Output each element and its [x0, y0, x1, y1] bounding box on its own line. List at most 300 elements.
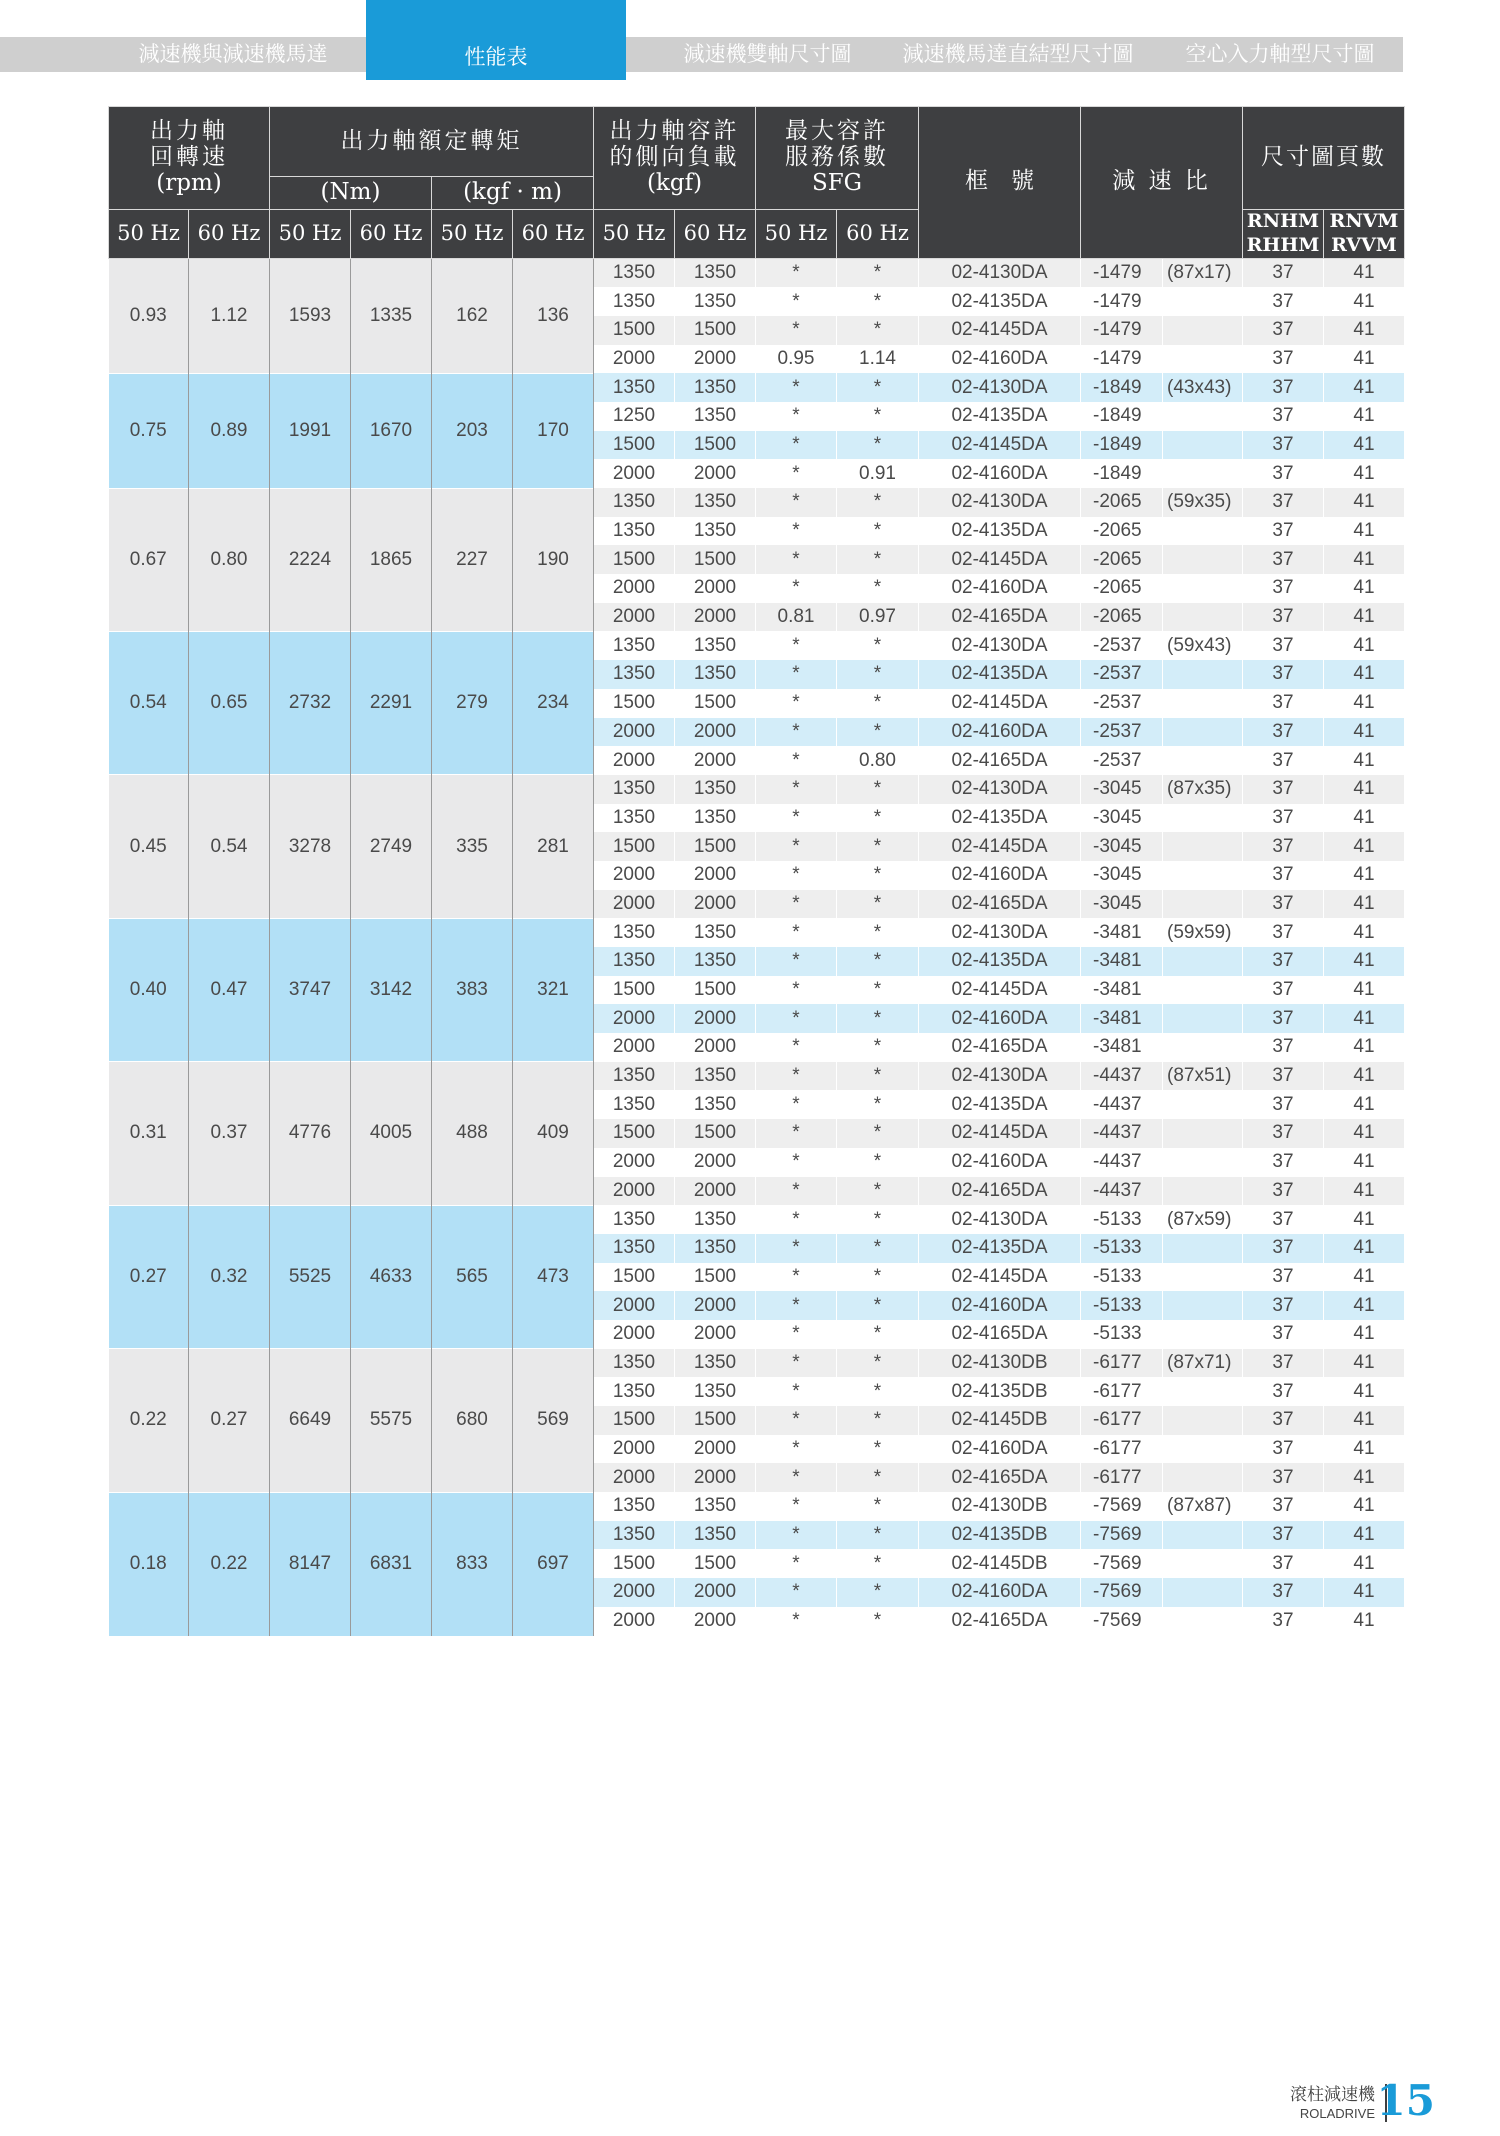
page-vertical: 41	[1324, 890, 1405, 919]
service-factor-60hz: 0.80	[837, 746, 919, 775]
side-load-60hz: 1500	[675, 316, 756, 345]
reduction-ratio: -6177	[1081, 1435, 1163, 1464]
header-side-load-line1: 出力軸容許	[609, 118, 740, 145]
torque-nm-60hz: 2291	[351, 631, 432, 774]
ratio-factor	[1163, 1119, 1243, 1148]
frame-number: 02-4130DB	[919, 1349, 1081, 1378]
page-vertical: 41	[1324, 287, 1405, 316]
service-factor-60hz: *	[837, 976, 919, 1005]
service-factor-50hz: *	[756, 660, 837, 689]
page-horizontal: 37	[1243, 861, 1324, 890]
reduction-ratio: -7569	[1081, 1549, 1163, 1578]
ratio-factor	[1163, 1234, 1243, 1263]
frame-number: 02-4160DA	[919, 1578, 1081, 1607]
side-load-50hz: 2000	[594, 861, 675, 890]
page-horizontal: 37	[1243, 258, 1324, 287]
service-factor-50hz: *	[756, 1406, 837, 1435]
side-load-50hz: 1350	[594, 488, 675, 517]
page-horizontal: 37	[1243, 1349, 1324, 1378]
page-footer	[1263, 2076, 1443, 2136]
table-row	[109, 631, 1405, 660]
speed-50hz: 0.27	[109, 1205, 189, 1348]
frame-number: 02-4145DB	[919, 1406, 1081, 1435]
footer-brand: 滾柱減速機	[1290, 2085, 1375, 2104]
page-horizontal: 37	[1243, 545, 1324, 574]
torque-kgf-60hz: 170	[513, 373, 594, 488]
service-factor-60hz: *	[837, 1578, 919, 1607]
side-load-50hz: 1350	[594, 660, 675, 689]
side-load-50hz: 1500	[594, 976, 675, 1005]
table-row	[109, 373, 1405, 402]
side-load-60hz: 1500	[675, 1406, 756, 1435]
reduction-ratio: -6177	[1081, 1349, 1163, 1378]
frame-number: 02-4145DA	[919, 832, 1081, 861]
side-load-50hz: 2000	[594, 1148, 675, 1177]
torque-nm-50hz: 8147	[270, 1492, 351, 1635]
page-vertical: 41	[1324, 689, 1405, 718]
torque-kgf-60hz: 321	[513, 918, 594, 1061]
side-load-50hz: 1350	[594, 1090, 675, 1119]
reduction-ratio: -5133	[1081, 1263, 1163, 1292]
side-load-60hz: 2000	[675, 746, 756, 775]
side-load-60hz: 1350	[675, 1062, 756, 1091]
side-load-60hz: 1350	[675, 1492, 756, 1521]
side-load-50hz: 1350	[594, 1234, 675, 1263]
service-factor-60hz: *	[837, 1177, 919, 1206]
side-load-60hz: 2000	[675, 1320, 756, 1349]
page-horizontal: 37	[1243, 1463, 1324, 1492]
side-load-60hz: 2000	[675, 1607, 756, 1636]
page-vertical: 41	[1324, 1062, 1405, 1091]
reduction-ratio: -4437	[1081, 1119, 1163, 1148]
service-factor-50hz: *	[756, 373, 837, 402]
page-vertical: 41	[1324, 488, 1405, 517]
torque-nm-60hz: 5575	[351, 1349, 432, 1492]
ratio-factor	[1163, 832, 1243, 861]
speed-50hz: 0.45	[109, 775, 189, 918]
header-service-factor-line1: 最大容許	[785, 118, 889, 145]
page-vertical: 41	[1324, 1607, 1405, 1636]
page-vertical: 41	[1324, 1004, 1405, 1033]
ratio-factor	[1163, 660, 1243, 689]
reduction-ratio: -2537	[1081, 746, 1163, 775]
service-factor-50hz: *	[756, 976, 837, 1005]
page-vertical: 41	[1324, 574, 1405, 603]
service-factor-50hz: *	[756, 1492, 837, 1521]
tab-double-shaft-dimensions[interactable]: 減速機雙軸尺寸圖	[683, 42, 852, 66]
side-load-50hz: 1500	[594, 832, 675, 861]
frame-number: 02-4165DA	[919, 890, 1081, 919]
service-factor-50hz: *	[756, 718, 837, 747]
service-factor-60hz: *	[837, 1263, 919, 1292]
side-load-50hz: 2000	[594, 345, 675, 374]
side-load-60hz: 1350	[675, 1349, 756, 1378]
page-vertical: 41	[1324, 431, 1405, 460]
page-vertical: 41	[1324, 918, 1405, 947]
ratio-factor	[1163, 861, 1243, 890]
ratio-factor	[1163, 287, 1243, 316]
side-load-50hz: 1500	[594, 689, 675, 718]
torque-kgf-60hz: 190	[513, 488, 594, 631]
ratio-factor	[1163, 1177, 1243, 1206]
side-load-60hz: 1350	[675, 804, 756, 833]
ratio-factor	[1163, 1578, 1243, 1607]
service-factor-50hz: *	[756, 890, 837, 919]
page-horizontal: 37	[1243, 660, 1324, 689]
side-load-50hz: 2000	[594, 1320, 675, 1349]
service-factor-50hz: *	[756, 488, 837, 517]
torque-nm-50hz: 1991	[270, 373, 351, 488]
service-factor-50hz: *	[756, 287, 837, 316]
page-vertical: 41	[1324, 1377, 1405, 1406]
side-load-50hz: 1250	[594, 402, 675, 431]
ratio-factor	[1163, 976, 1243, 1005]
reduction-ratio: -3481	[1081, 976, 1163, 1005]
frame-number: 02-4145DA	[919, 689, 1081, 718]
frame-number: 02-4160DA	[919, 1004, 1081, 1033]
service-factor-60hz: *	[837, 1463, 919, 1492]
page-horizontal: 37	[1243, 976, 1324, 1005]
table-row	[109, 1205, 1405, 1234]
tab-hollow-shaft-dimensions[interactable]: 空心入力軸型尺寸圖	[1185, 42, 1375, 66]
speed-50hz: 0.93	[109, 258, 189, 373]
side-load-50hz: 1350	[594, 258, 675, 287]
side-load-60hz: 1350	[675, 1377, 756, 1406]
ratio-factor	[1163, 1377, 1243, 1406]
reduction-ratio: -3045	[1081, 804, 1163, 833]
side-load-50hz: 2000	[594, 574, 675, 603]
ratio-factor	[1163, 746, 1243, 775]
torque-nm-60hz: 1670	[351, 373, 432, 488]
torque-kgf-50hz: 227	[432, 488, 513, 631]
speed-50hz: 0.18	[109, 1492, 189, 1635]
ratio-factor: (43x43)	[1163, 373, 1243, 402]
service-factor-60hz: *	[837, 1320, 919, 1349]
header-hz: 50 Hz	[594, 210, 675, 259]
side-load-60hz: 2000	[675, 1578, 756, 1607]
ratio-factor: (87x17)	[1163, 258, 1243, 287]
ratio-factor	[1163, 1004, 1243, 1033]
service-factor-50hz: *	[756, 1177, 837, 1206]
page-vertical: 41	[1324, 804, 1405, 833]
ratio-factor	[1163, 517, 1243, 546]
service-factor-60hz: *	[837, 1205, 919, 1234]
service-factor-50hz: 0.81	[756, 603, 837, 632]
service-factor-50hz: *	[756, 918, 837, 947]
page-horizontal: 37	[1243, 459, 1324, 488]
torque-kgf-60hz: 473	[513, 1205, 594, 1348]
page-horizontal: 37	[1243, 1549, 1324, 1578]
page-horizontal: 37	[1243, 1435, 1324, 1464]
page-vertical: 41	[1324, 345, 1405, 374]
torque-kgf-50hz: 279	[432, 631, 513, 774]
frame-number: 02-4130DA	[919, 1062, 1081, 1091]
page-horizontal: 37	[1243, 832, 1324, 861]
page-horizontal: 37	[1243, 517, 1324, 546]
page-vertical: 41	[1324, 1435, 1405, 1464]
frame-number: 02-4135DB	[919, 1521, 1081, 1550]
page-vertical: 41	[1324, 1177, 1405, 1206]
side-load-50hz: 1500	[594, 1549, 675, 1578]
page-vertical: 41	[1324, 746, 1405, 775]
service-factor-50hz: *	[756, 316, 837, 345]
page-horizontal: 37	[1243, 1291, 1324, 1320]
reduction-ratio: -6177	[1081, 1463, 1163, 1492]
torque-kgf-60hz: 136	[513, 258, 594, 373]
service-factor-60hz: *	[837, 373, 919, 402]
side-load-60hz: 2000	[675, 1177, 756, 1206]
side-load-60hz: 2000	[675, 1033, 756, 1062]
torque-nm-60hz: 2749	[351, 775, 432, 918]
service-factor-50hz: *	[756, 1521, 837, 1550]
ratio-factor	[1163, 1263, 1243, 1292]
service-factor-60hz: *	[837, 402, 919, 431]
side-load-50hz: 1350	[594, 1062, 675, 1091]
page-horizontal: 37	[1243, 746, 1324, 775]
ratio-factor	[1163, 689, 1243, 718]
reduction-ratio: -4437	[1081, 1177, 1163, 1206]
speed-60hz: 0.65	[189, 631, 270, 774]
side-load-60hz: 2000	[675, 890, 756, 919]
page-vertical: 41	[1324, 373, 1405, 402]
side-load-60hz: 1350	[675, 287, 756, 316]
side-load-50hz: 2000	[594, 1291, 675, 1320]
torque-nm-60hz: 6831	[351, 1492, 432, 1635]
reduction-ratio: -1849	[1081, 459, 1163, 488]
side-load-50hz: 1350	[594, 517, 675, 546]
frame-number: 02-4130DA	[919, 258, 1081, 287]
header-hz: 60 Hz	[189, 210, 270, 259]
side-load-50hz: 2000	[594, 1435, 675, 1464]
page-horizontal: 37	[1243, 1004, 1324, 1033]
side-load-50hz: 1350	[594, 947, 675, 976]
page-horizontal: 37	[1243, 402, 1324, 431]
service-factor-50hz: *	[756, 832, 837, 861]
side-load-60hz: 1500	[675, 545, 756, 574]
torque-kgf-50hz: 335	[432, 775, 513, 918]
service-factor-50hz: *	[756, 1234, 837, 1263]
side-load-60hz: 1350	[675, 1521, 756, 1550]
ratio-factor	[1163, 459, 1243, 488]
service-factor-50hz: *	[756, 1090, 837, 1119]
side-load-60hz: 1350	[675, 660, 756, 689]
page-vertical: 41	[1324, 1263, 1405, 1292]
ratio-factor	[1163, 545, 1243, 574]
page-horizontal: 37	[1243, 1033, 1324, 1062]
service-factor-50hz: *	[756, 574, 837, 603]
frame-number: 02-4135DA	[919, 402, 1081, 431]
side-load-60hz: 1350	[675, 1234, 756, 1263]
reduction-ratio: -1849	[1081, 402, 1163, 431]
side-load-50hz: 1500	[594, 316, 675, 345]
speed-50hz: 0.31	[109, 1062, 189, 1205]
frame-number: 02-4135DA	[919, 660, 1081, 689]
service-factor-50hz: *	[756, 1549, 837, 1578]
table-row	[109, 775, 1405, 804]
side-load-60hz: 1350	[675, 373, 756, 402]
torque-nm-60hz: 4005	[351, 1062, 432, 1205]
speed-60hz: 0.37	[189, 1062, 270, 1205]
side-load-60hz: 2000	[675, 1463, 756, 1492]
reduction-ratio: -6177	[1081, 1406, 1163, 1435]
ratio-factor	[1163, 1549, 1243, 1578]
header-pages-h2: RHHM	[1246, 233, 1320, 256]
ratio-factor	[1163, 603, 1243, 632]
page-horizontal: 37	[1243, 804, 1324, 833]
speed-60hz: 0.54	[189, 775, 270, 918]
table-row	[109, 258, 1405, 287]
service-factor-50hz: *	[756, 459, 837, 488]
service-factor-50hz: *	[756, 1377, 837, 1406]
frame-number: 02-4145DA	[919, 545, 1081, 574]
reduction-ratio: -4437	[1081, 1062, 1163, 1091]
frame-number: 02-4130DA	[919, 918, 1081, 947]
frame-number: 02-4160DA	[919, 861, 1081, 890]
header-frame: 框 號	[919, 107, 1081, 259]
side-load-60hz: 1350	[675, 517, 756, 546]
page-horizontal: 37	[1243, 718, 1324, 747]
frame-number: 02-4160DA	[919, 574, 1081, 603]
ratio-factor	[1163, 1607, 1243, 1636]
tab-direct-motor-dimensions[interactable]: 減速機馬達直結型尺寸圖	[902, 42, 1134, 66]
frame-number: 02-4135DA	[919, 804, 1081, 833]
page-horizontal: 37	[1243, 1320, 1324, 1349]
service-factor-60hz: *	[837, 1234, 919, 1263]
speed-60hz: 0.89	[189, 373, 270, 488]
frame-number: 02-4135DA	[919, 1234, 1081, 1263]
side-load-60hz: 1350	[675, 488, 756, 517]
page-vertical: 41	[1324, 258, 1405, 287]
side-load-50hz: 2000	[594, 459, 675, 488]
top-navigation	[0, 0, 1500, 80]
reduction-ratio: -2065	[1081, 517, 1163, 546]
side-load-60hz: 2000	[675, 345, 756, 374]
header-output-speed-line2: 回轉速	[150, 144, 228, 171]
header-hz: 60 Hz	[675, 210, 756, 259]
side-load-60hz: 1500	[675, 1549, 756, 1578]
torque-kgf-50hz: 565	[432, 1205, 513, 1348]
frame-number: 02-4160DA	[919, 459, 1081, 488]
ratio-factor	[1163, 574, 1243, 603]
frame-number: 02-4135DB	[919, 1377, 1081, 1406]
page-horizontal: 37	[1243, 287, 1324, 316]
torque-kgf-60hz: 569	[513, 1349, 594, 1492]
service-factor-60hz: *	[837, 517, 919, 546]
page-vertical: 41	[1324, 1549, 1405, 1578]
page-vertical: 41	[1324, 545, 1405, 574]
page-vertical: 41	[1324, 631, 1405, 660]
service-factor-60hz: *	[837, 947, 919, 976]
page-vertical: 41	[1324, 517, 1405, 546]
service-factor-60hz: 1.14	[837, 345, 919, 374]
side-load-50hz: 2000	[594, 718, 675, 747]
frame-number: 02-4130DA	[919, 1205, 1081, 1234]
side-load-50hz: 1350	[594, 918, 675, 947]
page-vertical: 41	[1324, 1349, 1405, 1378]
service-factor-60hz: *	[837, 1090, 919, 1119]
performance-table	[108, 106, 1405, 1636]
service-factor-60hz: *	[837, 804, 919, 833]
side-load-60hz: 2000	[675, 1435, 756, 1464]
frame-number: 02-4165DA	[919, 1463, 1081, 1492]
page-horizontal: 37	[1243, 1406, 1324, 1435]
side-load-60hz: 2000	[675, 574, 756, 603]
reduction-ratio: -4437	[1081, 1148, 1163, 1177]
page-vertical: 41	[1324, 861, 1405, 890]
reduction-ratio: -3045	[1081, 832, 1163, 861]
page-vertical: 41	[1324, 1578, 1405, 1607]
side-load-60hz: 1500	[675, 431, 756, 460]
header-hz: 60 Hz	[351, 210, 432, 259]
service-factor-60hz: *	[837, 861, 919, 890]
speed-60hz: 0.27	[189, 1349, 270, 1492]
page-vertical: 41	[1324, 1148, 1405, 1177]
table-row	[109, 1492, 1405, 1521]
page-vertical: 41	[1324, 660, 1405, 689]
speed-50hz: 0.54	[109, 631, 189, 774]
ratio-factor	[1163, 804, 1243, 833]
torque-nm-60hz: 4633	[351, 1205, 432, 1348]
page-horizontal: 37	[1243, 1062, 1324, 1091]
tab-performance-table[interactable]: 性能表	[366, 0, 626, 80]
service-factor-60hz: *	[837, 918, 919, 947]
table-header	[109, 107, 1405, 259]
service-factor-60hz: *	[837, 287, 919, 316]
service-factor-50hz: *	[756, 1263, 837, 1292]
frame-number: 02-4130DA	[919, 488, 1081, 517]
service-factor-50hz: *	[756, 258, 837, 287]
page-horizontal: 37	[1243, 1148, 1324, 1177]
side-load-50hz: 1500	[594, 1119, 675, 1148]
reduction-ratio: -2537	[1081, 689, 1163, 718]
service-factor-50hz: *	[756, 1349, 837, 1378]
side-load-50hz: 2000	[594, 1463, 675, 1492]
header-hz: 50 Hz	[432, 210, 513, 259]
service-factor-60hz: *	[837, 1607, 919, 1636]
service-factor-60hz: *	[837, 890, 919, 919]
torque-nm-50hz: 3747	[270, 918, 351, 1061]
header-output-speed	[109, 107, 270, 210]
reduction-ratio: -2065	[1081, 603, 1163, 632]
header-output-speed-line1: 出力軸	[150, 118, 228, 145]
page-vertical: 41	[1324, 1119, 1405, 1148]
side-load-50hz: 2000	[594, 1607, 675, 1636]
torque-kgf-50hz: 833	[432, 1492, 513, 1635]
tab-reducers[interactable]: 減速機與減速機馬達	[138, 42, 328, 66]
page-horizontal: 37	[1243, 316, 1324, 345]
service-factor-60hz: *	[837, 545, 919, 574]
side-load-60hz: 2000	[675, 861, 756, 890]
ratio-factor	[1163, 1406, 1243, 1435]
page-vertical: 41	[1324, 832, 1405, 861]
side-load-60hz: 2000	[675, 1004, 756, 1033]
torque-kgf-60hz: 697	[513, 1492, 594, 1635]
page-horizontal: 37	[1243, 1377, 1324, 1406]
page-horizontal: 37	[1243, 574, 1324, 603]
header-pages-h1: RNHM	[1246, 210, 1320, 232]
service-factor-60hz: *	[837, 1062, 919, 1091]
service-factor-50hz: *	[756, 746, 837, 775]
header-pages-horizontal	[1243, 210, 1324, 259]
frame-number: 02-4165DA	[919, 1607, 1081, 1636]
ratio-factor	[1163, 1033, 1243, 1062]
service-factor-60hz: *	[837, 689, 919, 718]
frame-number: 02-4145DA	[919, 1263, 1081, 1292]
frame-number: 02-4135DA	[919, 947, 1081, 976]
service-factor-50hz: *	[756, 1119, 837, 1148]
torque-kgf-50hz: 680	[432, 1349, 513, 1492]
side-load-50hz: 1350	[594, 1492, 675, 1521]
